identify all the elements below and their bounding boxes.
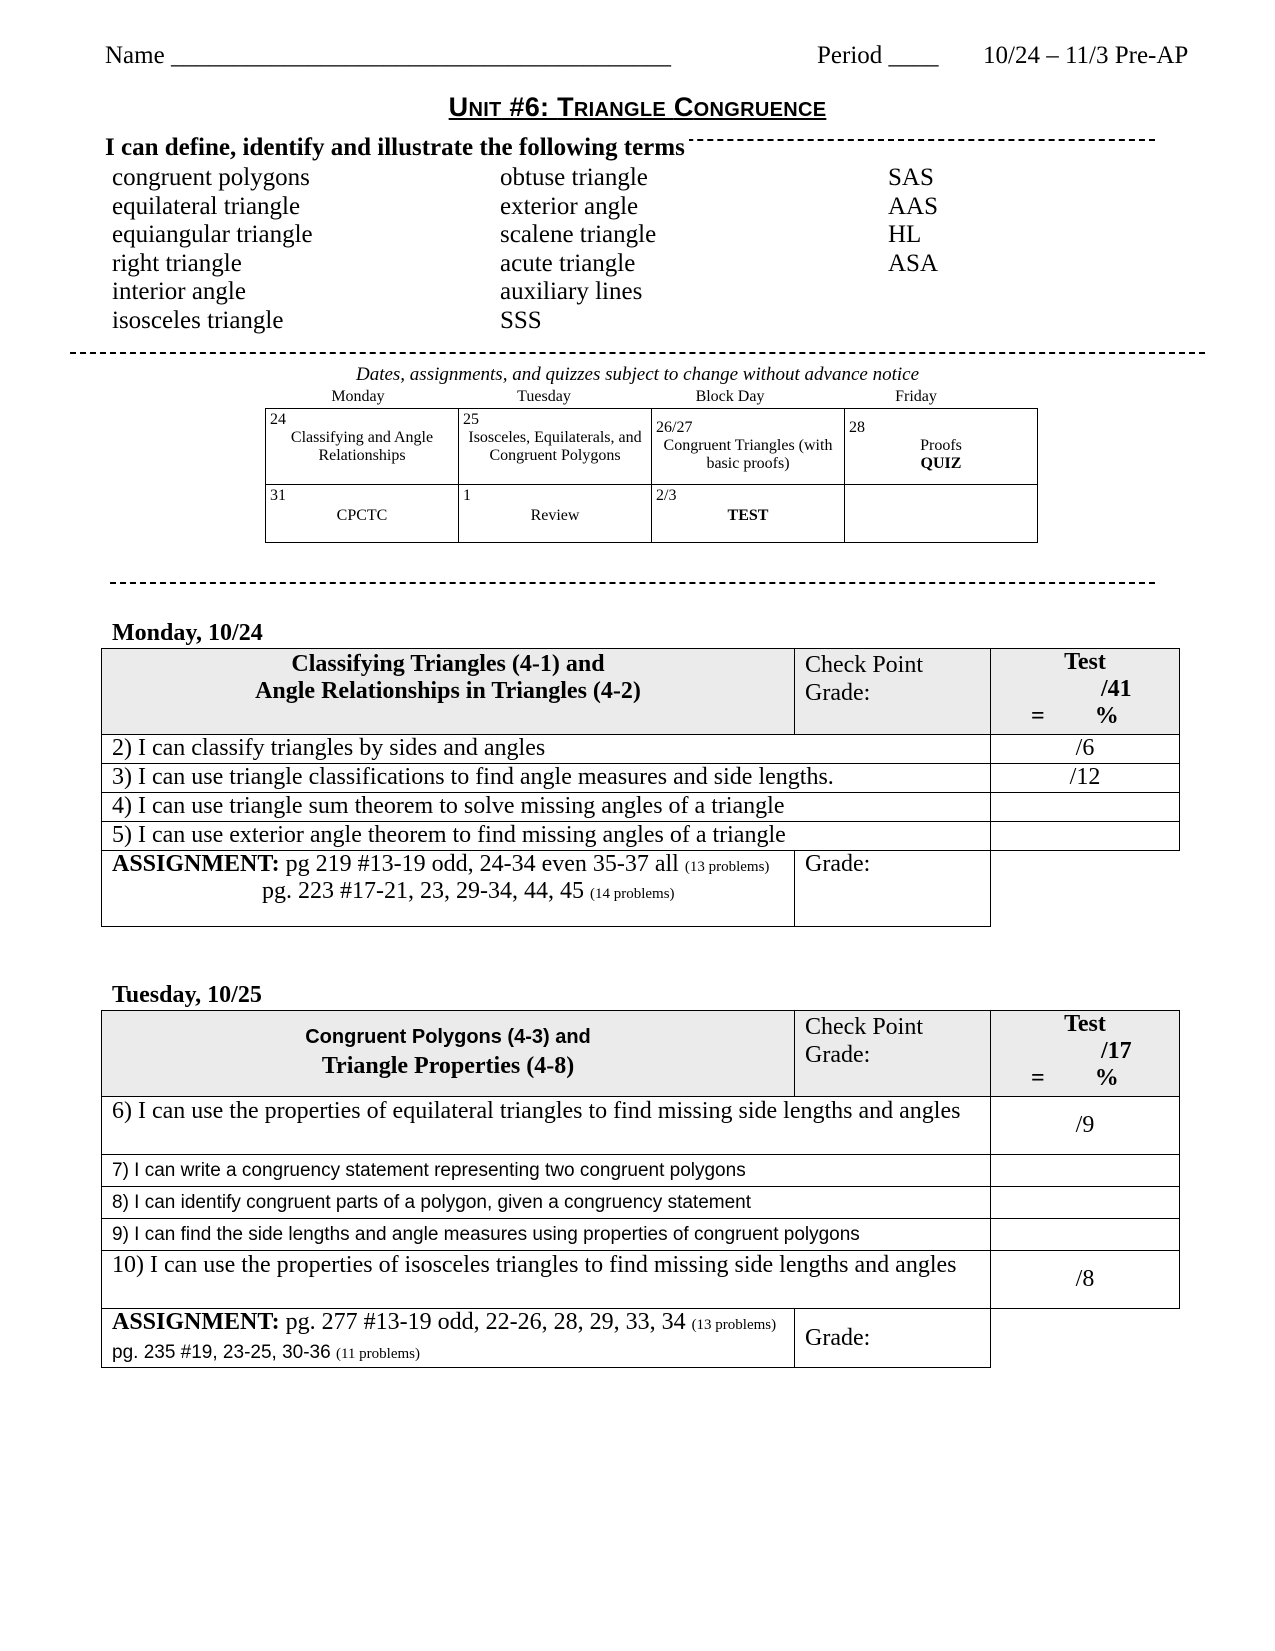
term: obtuse triangle xyxy=(500,164,648,191)
calendar-cell: 31 CPCTC xyxy=(266,485,459,543)
calendar-cell: 26/27 Congruent Triangles (with basic proofs) xyxy=(652,409,845,485)
objective-row: 10) I can use the properties of isosceles triangles to find missing side lengths and angles xyxy=(102,1251,991,1309)
assignment-grade: Grade: xyxy=(795,851,991,927)
objective-row: 8) I can identify congruent parts of a polygon, given a congruency statement xyxy=(102,1187,991,1219)
term: SAS xyxy=(888,164,934,191)
terms-column-2 xyxy=(500,164,656,335)
objective-score: /8 xyxy=(991,1251,1180,1309)
objective-row: 5) I can use exterior angle theorem to find missing angles of a triangle xyxy=(102,822,991,851)
terms-heading: I can define, identify and illustrate the following terms xyxy=(105,134,689,162)
day-heading: Monday, 10/24 xyxy=(112,620,263,646)
objective-score xyxy=(991,793,1180,822)
objective-row: 3) I can use triangle classifications to find angle measures and side lengths. xyxy=(102,764,991,793)
objective-score: /9 xyxy=(991,1097,1180,1155)
terms-column-3 xyxy=(888,164,938,278)
term: SSS xyxy=(500,306,542,334)
term: AAS xyxy=(888,192,939,220)
period-field[interactable]: Period ____ xyxy=(817,42,939,69)
objective-score: /12 xyxy=(991,764,1180,793)
test-score: Test /41 = % xyxy=(991,649,1180,735)
calendar-cell: 2/3 TEST xyxy=(652,485,845,543)
tuesday-table xyxy=(101,1010,1180,1368)
objective-score: /6 xyxy=(991,735,1180,764)
term: isosceles triangle xyxy=(112,306,284,334)
term: interior angle xyxy=(112,278,246,305)
unit-title: UNIT #6: TRIANGLE CONGRUENCE xyxy=(448,92,827,122)
divider xyxy=(70,352,1205,354)
checkpoint-grade: Check Point Grade: xyxy=(795,649,991,735)
date-range: 10/24 – 11/3 Pre-AP xyxy=(983,42,1189,69)
day-header: Friday xyxy=(895,388,937,405)
term: exterior angle xyxy=(500,192,639,220)
day-heading: Tuesday, 10/25 xyxy=(112,982,262,1008)
term: right triangle xyxy=(112,249,242,277)
assignment-grade: Grade: xyxy=(795,1309,991,1368)
objective-row: 6) I can use the properties of equilateral triangles to find missing side lengths and angles xyxy=(102,1097,991,1155)
term: congruent polygons xyxy=(112,164,310,191)
lesson-title: Classifying Triangles (4-1) and Angle Relationships in Triangles (4-2) xyxy=(102,649,795,735)
calendar-table xyxy=(265,408,1038,543)
assignment: ASSIGNMENT: pg 219 #13-19 odd, 24-34 even 35-37 all (13 problems) pg. 223 #17-21, 23, 29-34, 44, 45 (14 problems) xyxy=(102,851,795,927)
objective-score xyxy=(991,822,1180,851)
calendar-cell: 24 Classifying and Angle Relationships xyxy=(266,409,459,485)
assignment: ASSIGNMENT: pg. 277 #13-19 odd, 22-26, 28, 29, 33, 34 (13 problems) pg. 235 #19, 23-25, 30-36 (11 problems) xyxy=(102,1309,795,1368)
calendar-cell: 28 Proofs QUIZ xyxy=(845,409,1038,485)
term: equiangular triangle xyxy=(112,221,313,248)
schedule-note: Dates, assignments, and quizzes subject to change without advance notice xyxy=(355,364,920,385)
lesson-title: Congruent Polygons (4-3) and Triangle Properties (4-8) xyxy=(102,1011,795,1097)
monday-table xyxy=(101,648,1180,927)
objective-row: 7) I can write a congruency statement representing two congruent polygons xyxy=(102,1155,991,1187)
name-field[interactable]: Name ________________________________________ xyxy=(105,42,671,69)
objective-row: 2) I can classify triangles by sides and angles xyxy=(102,735,991,764)
objective-row: 9) I can find the side lengths and angle measures using properties of congruent polygons xyxy=(102,1219,991,1251)
test-score: Test /17 = % xyxy=(991,1011,1180,1097)
term: HL xyxy=(888,221,922,248)
term: acute triangle xyxy=(500,249,636,277)
divider xyxy=(110,582,1155,584)
day-header: Tuesday xyxy=(517,388,571,405)
day-header: Monday xyxy=(331,388,385,405)
terms-column-1 xyxy=(112,164,313,335)
checkpoint-grade: Check Point Grade: xyxy=(795,1011,991,1097)
day-header: Block Day xyxy=(695,388,765,405)
calendar-cell: 1 Review xyxy=(459,485,652,543)
term: ASA xyxy=(888,249,939,277)
term: auxiliary lines xyxy=(500,278,643,305)
objective-row: 4) I can use triangle sum theorem to solve missing angles of a triangle xyxy=(102,793,991,822)
term: scalene triangle xyxy=(500,221,657,248)
calendar-cell: 25 Isosceles, Equilaterals, and Congruent Polygons xyxy=(459,409,652,485)
term: equilateral triangle xyxy=(112,192,301,220)
calendar-cell xyxy=(845,485,1038,543)
